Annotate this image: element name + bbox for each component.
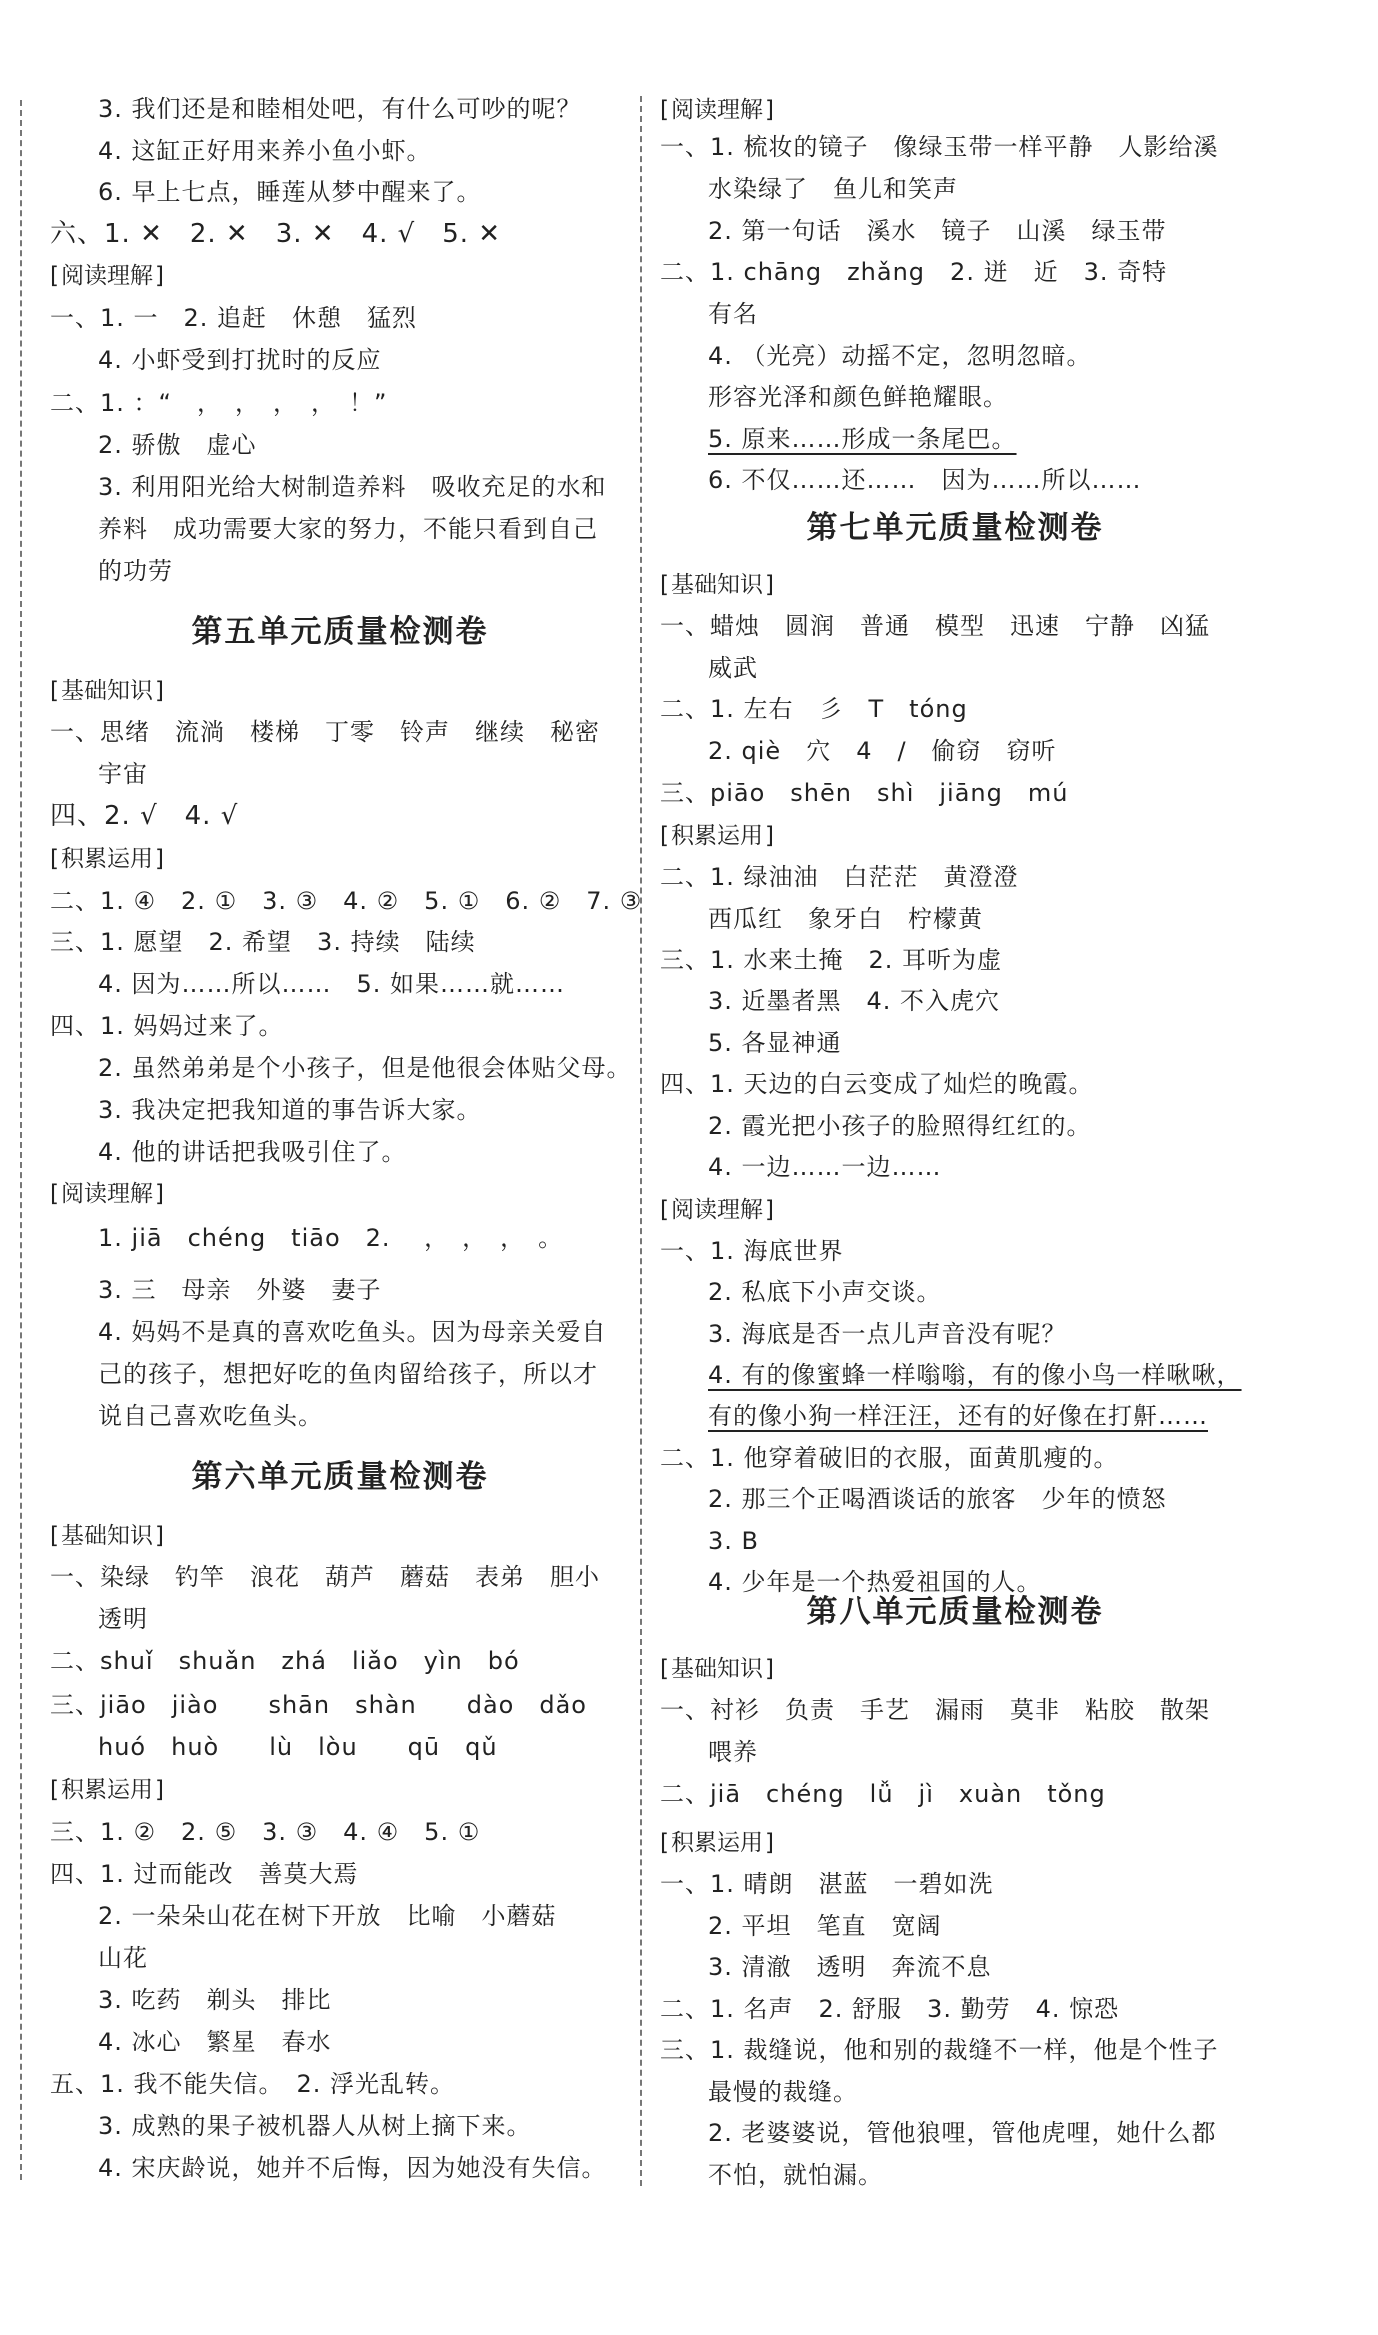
answer-line: 四、1. 妈妈过来了。 bbox=[50, 1012, 284, 1040]
answer-line: 1. jiā chéng tiāo 2. ， ， ， 。 bbox=[98, 1224, 564, 1252]
answer-line: 3. 我们还是和睦相处吧，有什么可吵的呢？ bbox=[98, 95, 582, 123]
answer-line: 西瓜红 象牙白 柠檬黄 bbox=[708, 905, 983, 933]
answer-line: 透明 bbox=[98, 1605, 148, 1633]
answer-line: 养料 成功需要大家的努力，不能只看到自己 bbox=[98, 515, 598, 543]
answer-line: 喂养 bbox=[708, 1738, 758, 1766]
answer-line: 己的孩子，想把好吃的鱼肉留给孩子，所以才 bbox=[98, 1360, 598, 1388]
answer-line: 2. 老婆婆说，管他狼哩，管他虎哩，她什么都 bbox=[708, 2119, 1217, 2147]
answer-line: 2. 那三个正喝酒谈话的旅客 少年的愤怒 bbox=[708, 1485, 1167, 1513]
answer-line: 山花 bbox=[98, 1944, 148, 1972]
answer-line: 二、1. ④ 2. ① 3. ③ 4. ② 5. ① 6. ② 7. ③ bbox=[50, 887, 643, 915]
section-heading-accumulation: [ 积累运用 ] bbox=[50, 1776, 164, 1804]
answer-line: 三、1. ② 2. ⑤ 3. ③ 4. ④ 5. ① bbox=[50, 1818, 481, 1846]
section-heading-basic: [ 基础知识 ] bbox=[50, 677, 164, 705]
answer-line: 二、1. chāng zhǎng 2. 迸 近 3. 奇特 bbox=[660, 258, 1168, 286]
unit-title: 第五单元质量检测卷 bbox=[191, 614, 489, 650]
answer-line: 三、1. 愿望 2. 希望 3. 持续 陆续 bbox=[50, 928, 476, 956]
answer-line: 6. 不仅……还…… 因为……所以…… bbox=[708, 466, 1142, 494]
answer-line: 4. 这缸正好用来养小鱼小虾。 bbox=[98, 137, 432, 165]
answer-line: 3. 成熟的果子被机器人从树上摘下来。 bbox=[98, 2112, 532, 2140]
answer-line: 三、piāo shēn shì jiāng mú bbox=[660, 779, 1069, 807]
answer-line: 二、1. 绿油油 白茫茫 黄澄澄 bbox=[660, 863, 1019, 891]
answer-line: 二、1. 左右 彡 T tóng bbox=[660, 695, 968, 723]
answer-line: 3. 清澈 透明 奔流不息 bbox=[708, 1953, 992, 1981]
answer-line: 威武 bbox=[708, 654, 758, 682]
answer-line: 有名 bbox=[708, 300, 758, 328]
answer-line: 四、1. 过而能改 善莫大焉 bbox=[50, 1860, 359, 1888]
unit-title: 第七单元质量检测卷 bbox=[806, 510, 1104, 546]
answer-line: 形容光泽和颜色鲜艳耀眼。 bbox=[708, 383, 1008, 411]
answer-line: 2. 霞光把小孩子的脸照得红红的。 bbox=[708, 1112, 1092, 1140]
answer-line: 3. 吃药 剃头 排比 bbox=[98, 1986, 332, 2014]
answer-line: 5. 各显神通 bbox=[708, 1029, 842, 1057]
answer-line: 五、1. 我不能失信。 2. 浮光乱转。 bbox=[50, 2070, 456, 2098]
answer-line: 最慢的裁缝。 bbox=[708, 2078, 858, 2106]
answer-line: 说自己喜欢吃鱼头。 bbox=[98, 1402, 323, 1430]
section-heading-accumulation: [ 积累运用 ] bbox=[660, 822, 774, 850]
unit-title: 第八单元质量检测卷 bbox=[806, 1594, 1104, 1630]
answer-line: 2. 平坦 笔直 宽阔 bbox=[708, 1912, 942, 1940]
answer-line: 4. 一边……一边…… bbox=[708, 1153, 942, 1181]
answer-line: 水染绿了 鱼儿和笑声 bbox=[708, 175, 958, 203]
section-heading-reading: [ 阅读理解 ] bbox=[50, 1180, 164, 1208]
answer-line: 3. 海底是否一点儿声音没有呢？ bbox=[708, 1320, 1067, 1348]
section-heading-accumulation: [ 积累运用 ] bbox=[50, 845, 164, 873]
center-divider-dashed-line bbox=[640, 96, 642, 2186]
section-heading-basic: [ 基础知识 ] bbox=[50, 1522, 164, 1550]
answer-line: 3. 近墨者黑 4. 不入虎穴 bbox=[708, 987, 1001, 1015]
answer-line: 一、衬衫 负责 手艺 漏雨 莫非 粘胶 散架 bbox=[660, 1696, 1210, 1724]
section-heading-reading: [ 阅读理解 ] bbox=[660, 1196, 774, 1224]
answer-line: 一、1. 一 2. 追赶 休憩 猛烈 bbox=[50, 304, 418, 332]
answer-line: 三、jiāo jiào shān shàn dào dǎo bbox=[50, 1691, 587, 1719]
answer-line: 二、shuǐ shuǎn zhá liǎo yìn bó bbox=[50, 1647, 520, 1675]
answer-line: 一、思绪 流淌 楼梯 丁零 铃声 继续 秘密 bbox=[50, 718, 600, 746]
answer-line: 4. 他的讲话把我吸引住了。 bbox=[98, 1138, 407, 1166]
answer-line: 一、1. 晴朗 湛蓝 一碧如洗 bbox=[660, 1870, 994, 1898]
answer-line: 三、1. 水来土掩 2. 耳听为虚 bbox=[660, 946, 1003, 974]
answer-line: 4. 妈妈不是真的喜欢吃鱼头。因为母亲关爱自 bbox=[98, 1318, 607, 1346]
answer-line: 一、1. 梳妆的镜子 像绿玉带一样平静 人影给溪 bbox=[660, 133, 1219, 161]
answer-line: 不怕，就怕漏。 bbox=[708, 2161, 883, 2189]
answer-line: 的功劳 bbox=[98, 557, 173, 585]
answer-line: 2. 虽然弟弟是个小孩子，但是他很会体贴父母。 bbox=[98, 1054, 632, 1082]
answer-line: 3. 我决定把我知道的事告诉大家。 bbox=[98, 1096, 482, 1124]
answer-line: 4. 小虾受到打扰时的反应 bbox=[98, 346, 382, 374]
unit-title: 第六单元质量检测卷 bbox=[191, 1459, 489, 1495]
answer-line: 2. 骄傲 虚心 bbox=[98, 431, 257, 459]
section-heading-basic: [ 基础知识 ] bbox=[660, 1655, 774, 1683]
answer-line-underlined: 5. 原来……形成一条尾巴。 bbox=[708, 425, 1017, 453]
answer-line: 3. 利用阳光给大树制造养料 吸收充足的水和 bbox=[98, 473, 607, 501]
answer-line: 6. 早上七点，睡莲从梦中醒来了。 bbox=[98, 178, 482, 206]
section-heading-basic: [ 基础知识 ] bbox=[660, 571, 774, 599]
answer-line: 4. 宋庆龄说，她并不后悔，因为她没有失信。 bbox=[98, 2154, 607, 2182]
answer-line: 宇宙 bbox=[98, 760, 148, 788]
answer-line: 3. 三 母亲 外婆 妻子 bbox=[98, 1276, 382, 1304]
section-heading-accumulation: [ 积累运用 ] bbox=[660, 1829, 774, 1857]
answer-line: 4. 少年是一个热爱祖国的人。 bbox=[708, 1568, 1042, 1596]
answer-line-underlined: 有的像小狗一样汪汪，还有的好像在打鼾…… bbox=[708, 1402, 1208, 1430]
answer-line: 二、1. 他穿着破旧的衣服，面黄肌瘦的。 bbox=[660, 1444, 1119, 1472]
answer-line: 四、2. √ 4. √ bbox=[50, 801, 239, 831]
section-heading-reading: [ 阅读理解 ] bbox=[50, 262, 164, 290]
section-heading-reading: [ 阅读理解 ] bbox=[660, 96, 774, 124]
answer-line: 一、1. 海底世界 bbox=[660, 1237, 844, 1265]
answer-line-underlined: 4. 有的像蜜蜂一样嗡嗡，有的像小鸟一样啾啾， bbox=[708, 1361, 1242, 1389]
answer-line: 一、蜡烛 圆润 普通 模型 迅速 宁静 凶猛 bbox=[660, 612, 1210, 640]
answer-line: 2. 第一句话 溪水 镜子 山溪 绿玉带 bbox=[708, 217, 1167, 245]
answer-line: 二、1. ：“ ， ， ， ， ！” bbox=[50, 389, 388, 417]
answer-line: 2. 一朵朵山花在树下开放 比喻 小蘑菇 bbox=[98, 1902, 557, 1930]
answer-line: 2. 私底下小声交谈。 bbox=[708, 1278, 942, 1306]
answer-line: 3. B bbox=[708, 1527, 759, 1555]
answer-line: huó huò lù lòu qū qǔ bbox=[98, 1733, 498, 1761]
left-margin-dashed-line bbox=[20, 100, 22, 2180]
answer-line: 4. 冰心 繁星 春水 bbox=[98, 2028, 332, 2056]
answer-line: 一、染绿 钓竿 浪花 葫芦 蘑菇 表弟 胆小 bbox=[50, 1563, 600, 1591]
answer-line: 4. 因为……所以…… 5. 如果……就…… bbox=[98, 970, 566, 998]
answer-line: 2. qiè 穴 4 / 偷窃 窃听 bbox=[708, 737, 1057, 765]
answer-line: 六、1. ✕ 2. ✕ 3. ✕ 4. √ 5. ✕ bbox=[50, 219, 502, 249]
answer-line: 二、1. 名声 2. 舒服 3. 勤劳 4. 惊恐 bbox=[660, 1995, 1120, 2023]
answer-line: 4. （光亮）动摇不定，忽明忽暗。 bbox=[708, 342, 1092, 370]
answer-line: 二、jiā chéng lǚ jì xuàn tǒng bbox=[660, 1780, 1106, 1808]
answer-line: 三、1. 裁缝说，他和别的裁缝不一样，他是个性子 bbox=[660, 2036, 1219, 2064]
answer-line: 四、1. 天边的白云变成了灿烂的晚霞。 bbox=[660, 1070, 1094, 1098]
